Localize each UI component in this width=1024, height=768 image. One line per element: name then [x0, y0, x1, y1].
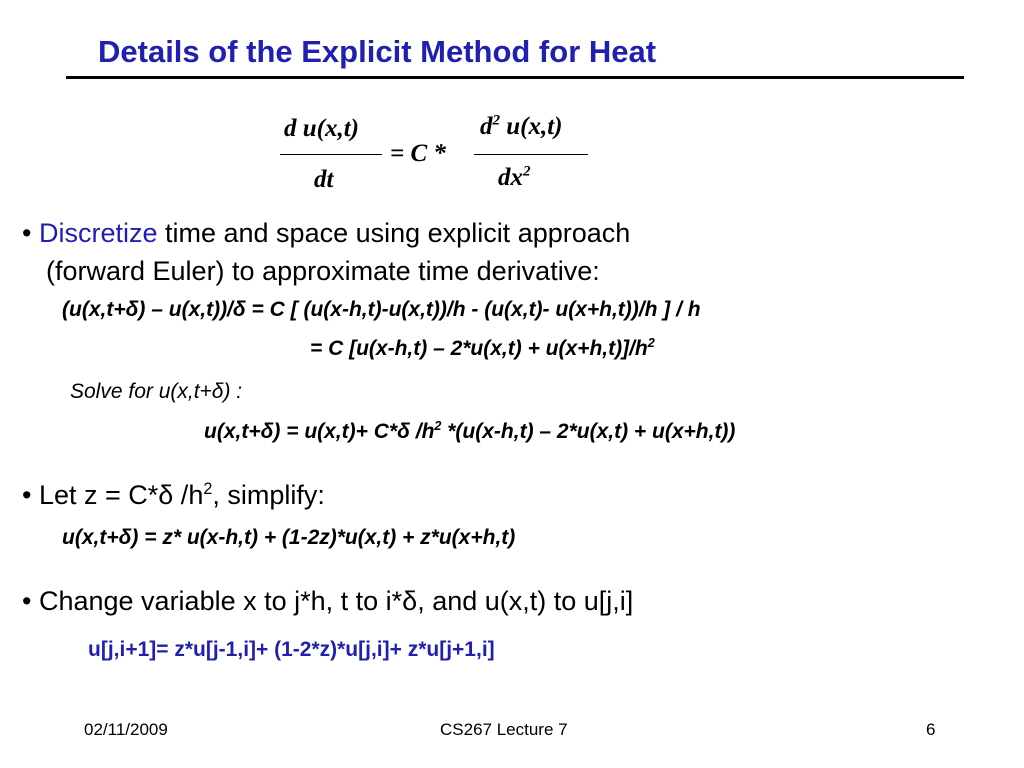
formula-rhs-denominator — [498, 164, 531, 192]
formula-lhs-numerator: d u(x,t) — [284, 115, 359, 142]
footer-course: CS267 Lecture 7 — [440, 720, 568, 739]
bullet-3 — [22, 586, 633, 617]
equation-5: u[j,i+1]= z*u[j-1,i]+ (1-2*z)*u[j,i]+ z*u[j+1,i] — [88, 638, 495, 661]
slide-title: Details of the Explicit Method for Heat — [98, 34, 657, 69]
formula-rhs-denominator-exponent: 2 — [523, 163, 531, 180]
bullet-2-text-b: , simplify: — [212, 480, 325, 510]
equation-3 — [204, 420, 735, 444]
bullet-1-highlight: Discretize — [38, 218, 158, 248]
equation-2-exponent: 2 — [647, 336, 655, 350]
bullet-1-rest: time and space using explicit approach — [157, 218, 631, 248]
formula-rhs-numerator-d: d — [480, 113, 493, 140]
bullet-1-line-2: (forward Euler) to approximate time derivative: — [46, 256, 600, 286]
equation-3-part-a: u(x,t+δ) = u(x,t)+ C*δ /h — [204, 420, 435, 443]
formula-equals-c: = C * — [390, 140, 446, 167]
equation-4: u(x,t+δ) = z* u(x-h,t) + (1-2z)*u(x,t) + z*u(x+h,t) — [62, 526, 516, 549]
bullet-3-text: Change variable x to j*h, t to i*δ, and u(x,t) to u[j,i] — [38, 586, 634, 616]
equation-3-part-b: *(u(x-h,t) – 2*u(x,t) + u(x+h,t)) — [441, 420, 736, 443]
footer-date: 02/11/2009 — [84, 720, 168, 739]
solve-label: Solve for u(x,t+δ) : — [70, 380, 243, 403]
equation-3-exponent: 2 — [434, 419, 442, 433]
formula-rhs-numerator-rest: u(x,t) — [500, 113, 563, 140]
bullet-2-text-a: Let z = C*δ /h — [38, 480, 204, 510]
bullet-dot: • — [22, 218, 32, 248]
bullet-2-exponent: 2 — [203, 480, 213, 498]
bullet-dot: • — [22, 480, 32, 510]
formula-lhs-denominator: dt — [314, 166, 334, 193]
formula-rhs-denominator-base: dx — [498, 164, 523, 191]
bullet-1-line-1 — [22, 218, 630, 249]
formula-rhs-numerator-exponent: 2 — [492, 112, 500, 129]
title-underline — [66, 76, 964, 79]
equation-2-main: = C [u(x-h,t) – 2*u(x,t) + u(x+h,t)]/h — [310, 337, 648, 360]
bullet-2 — [22, 480, 325, 511]
formula-lhs-fraction-bar — [280, 154, 382, 155]
equation-1: (u(x,t+δ) – u(x,t))/δ = C [ (u(x-h,t)-u(x,t))/h - (u(x,t)- u(x+h,t))/h ] / h — [62, 298, 701, 321]
footer-page-number: 6 — [926, 720, 936, 739]
bullet-dot: • — [22, 586, 32, 616]
equation-2 — [310, 337, 655, 361]
formula-rhs-numerator — [480, 113, 563, 141]
formula-rhs-fraction-bar — [474, 154, 588, 155]
